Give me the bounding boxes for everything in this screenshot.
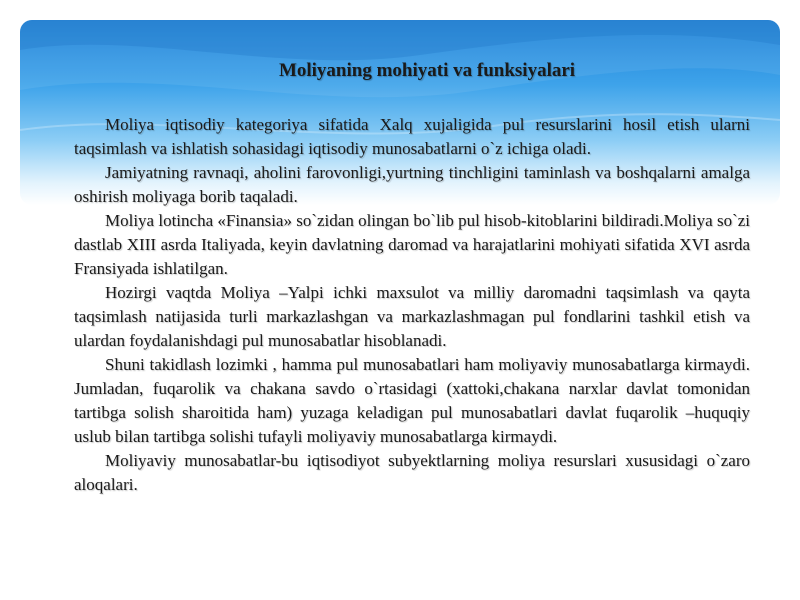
slide-title: Moliyaning mohiyati va funksiyalari <box>278 60 576 81</box>
paragraph: Moliyaviy munosabatlar-bu iqtisodiyot subyektlarning moliya resurslari xususidagi o`zaro aloqalari. <box>74 451 750 494</box>
paragraph: Moliya iqtisodiy kategoriya sifatida Xalq xujaligida pul resurslarini hosil etish ularni taqsimlash va ishlatish sohasidagi iqtisodiy munosabatlarni o`z ichiga oladi. <box>74 115 750 158</box>
paragraph: Jamiyatning ravnaqi, aholini farovonligi,yurtning tinchligini taminlash va boshqalarni amalga oshirish moliyaga borib taqaladi. <box>74 163 750 206</box>
paragraph: Shuni takidlash lozimki , hamma pul munosabatlari ham moliyaviy munosabatlarga kirmaydi. Jumladan, fuqarolik va chakana savdo o`rtasidagi (xattoki,chakana narxlar davlat tomonidan tartibga solish sharoitida ham) yuzaga keladigan pul munosabatlari davlat fuqarolik –huquqiy uslub bilan tartibga solishi tufayli moliyaviy munosabatlarga kirmaydi. <box>74 355 750 446</box>
slide-body <box>74 113 750 497</box>
paragraph: Hozirgi vaqtda Moliya –Yalpi ichki maxsulot va milliy daromadni taqsimlash va qayta taqsimlash natijasida turli markazlashgan va markazlashmagan pul fondlarini tashkil etish va ulardan foydalanishdagi pul munosabatlar hisoblanadi. <box>74 283 750 350</box>
paragraph: Moliya lotincha «Finansia» so`zidan olingan bo`lib pul hisob-kitoblarini bildiradi.Moliya so`zi dastlab XIII asrda Italiyada, keyin davlatning daromad va harajatlarini mohiyati sifatida XVI asrda Fransiyada ishlatilgan. <box>74 211 750 278</box>
